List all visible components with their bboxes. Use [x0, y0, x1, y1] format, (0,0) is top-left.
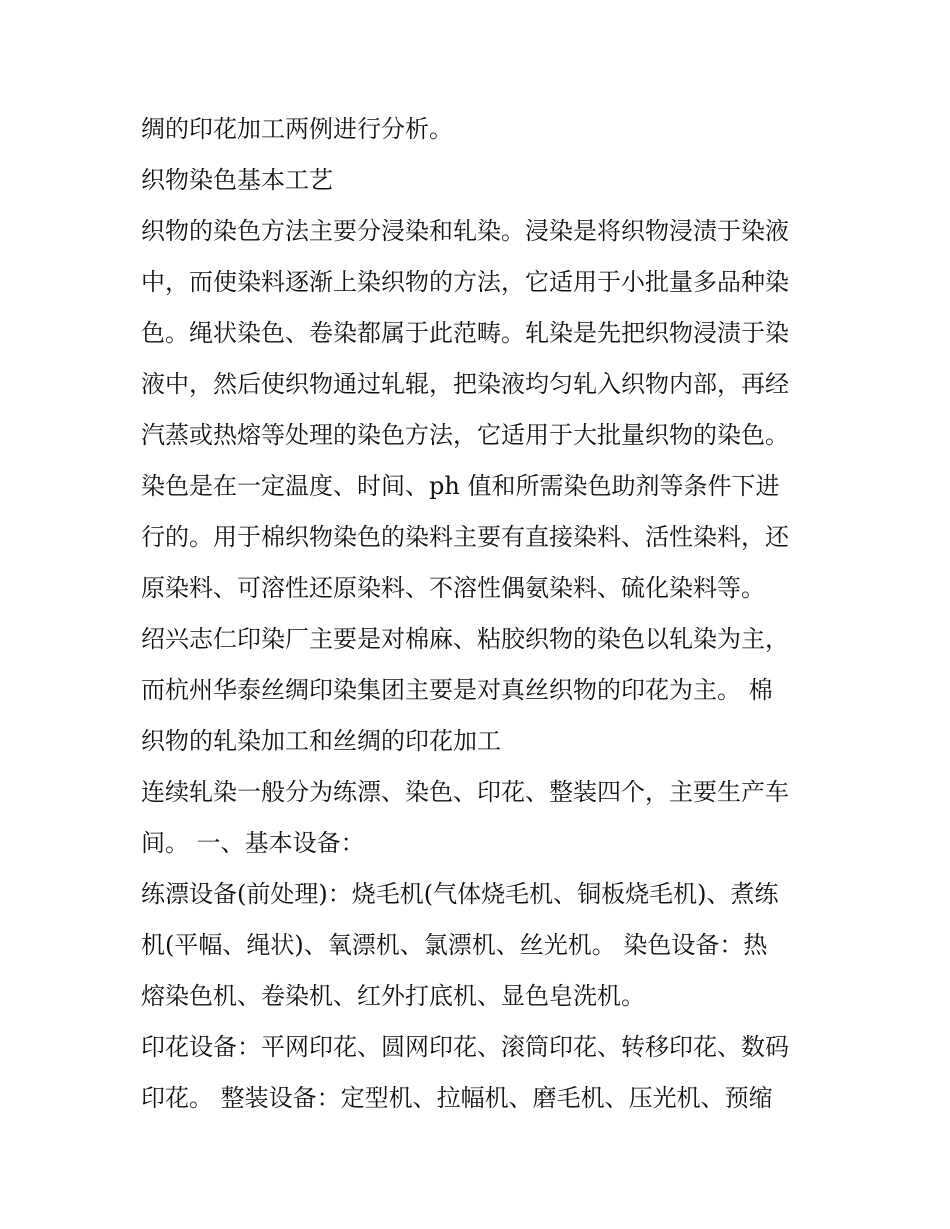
text-line: 织物的染色方法主要分浸染和轧染。浸染是将织物浸渍于染液 — [141, 217, 789, 245]
text-line: 机(平幅、绳状)、氧漂机、氯漂机、丝光机。 染色设备：热 — [141, 931, 768, 959]
text-line: 连续轧染一般分为练漂、染色、印花、整装四个，主要生产车 — [141, 778, 789, 806]
text-line: 色。绳状染色、卷染都属于此范畴。轧染是先把织物浸渍于染 — [141, 319, 789, 347]
text-line: 练漂设备(前处理)：烧毛机(气体烧毛机、铜板烧毛机)、煮练 — [141, 880, 779, 908]
text-line: 织物染色基本工艺 — [141, 166, 333, 194]
text-line: 染色是在一定温度、时间、ph 值和所需染色助剂等条件下进 — [141, 472, 780, 500]
text-line: 而杭州华泰丝绸印染集团主要是对真丝织物的印花为主。 棉 — [141, 676, 773, 704]
text-line: 行的。用于棉织物染色的染料主要有直接染料、活性染料，还 — [141, 523, 789, 551]
text-line: 中，而使染料逐渐上染织物的方法，它适用于小批量多品种染 — [141, 268, 789, 296]
text-line: 印花。 整装设备：定型机、拉幅机、磨毛机、压光机、预缩 — [141, 1084, 773, 1112]
text-line: 汽蒸或热熔等处理的染色方法，它适用于大批量织物的染色。 — [141, 421, 789, 449]
text-line: 熔染色机、卷染机、红外打底机、显色皂洗机。 — [141, 982, 645, 1010]
text-line: 织物的轧染加工和丝绸的印花加工 — [141, 727, 501, 755]
text-line: 间。 一、基本设备： — [141, 829, 365, 857]
text-line: 原染料、可溶性还原染料、不溶性偶氨染料、硫化染料等。 — [141, 574, 765, 602]
text-line: 液中，然后使织物通过轧辊，把染液均匀轧入织物内部，再经 — [141, 370, 789, 398]
text-line: 绸的印花加工两例进行分析。 — [141, 115, 453, 143]
text-line: 印花设备：平网印花、圆网印花、滚筒印花、转移印花、数码 — [141, 1033, 789, 1061]
text-line: 绍兴志仁印染厂主要是对棉麻、粘胶织物的染色以轧染为主， — [141, 625, 789, 653]
